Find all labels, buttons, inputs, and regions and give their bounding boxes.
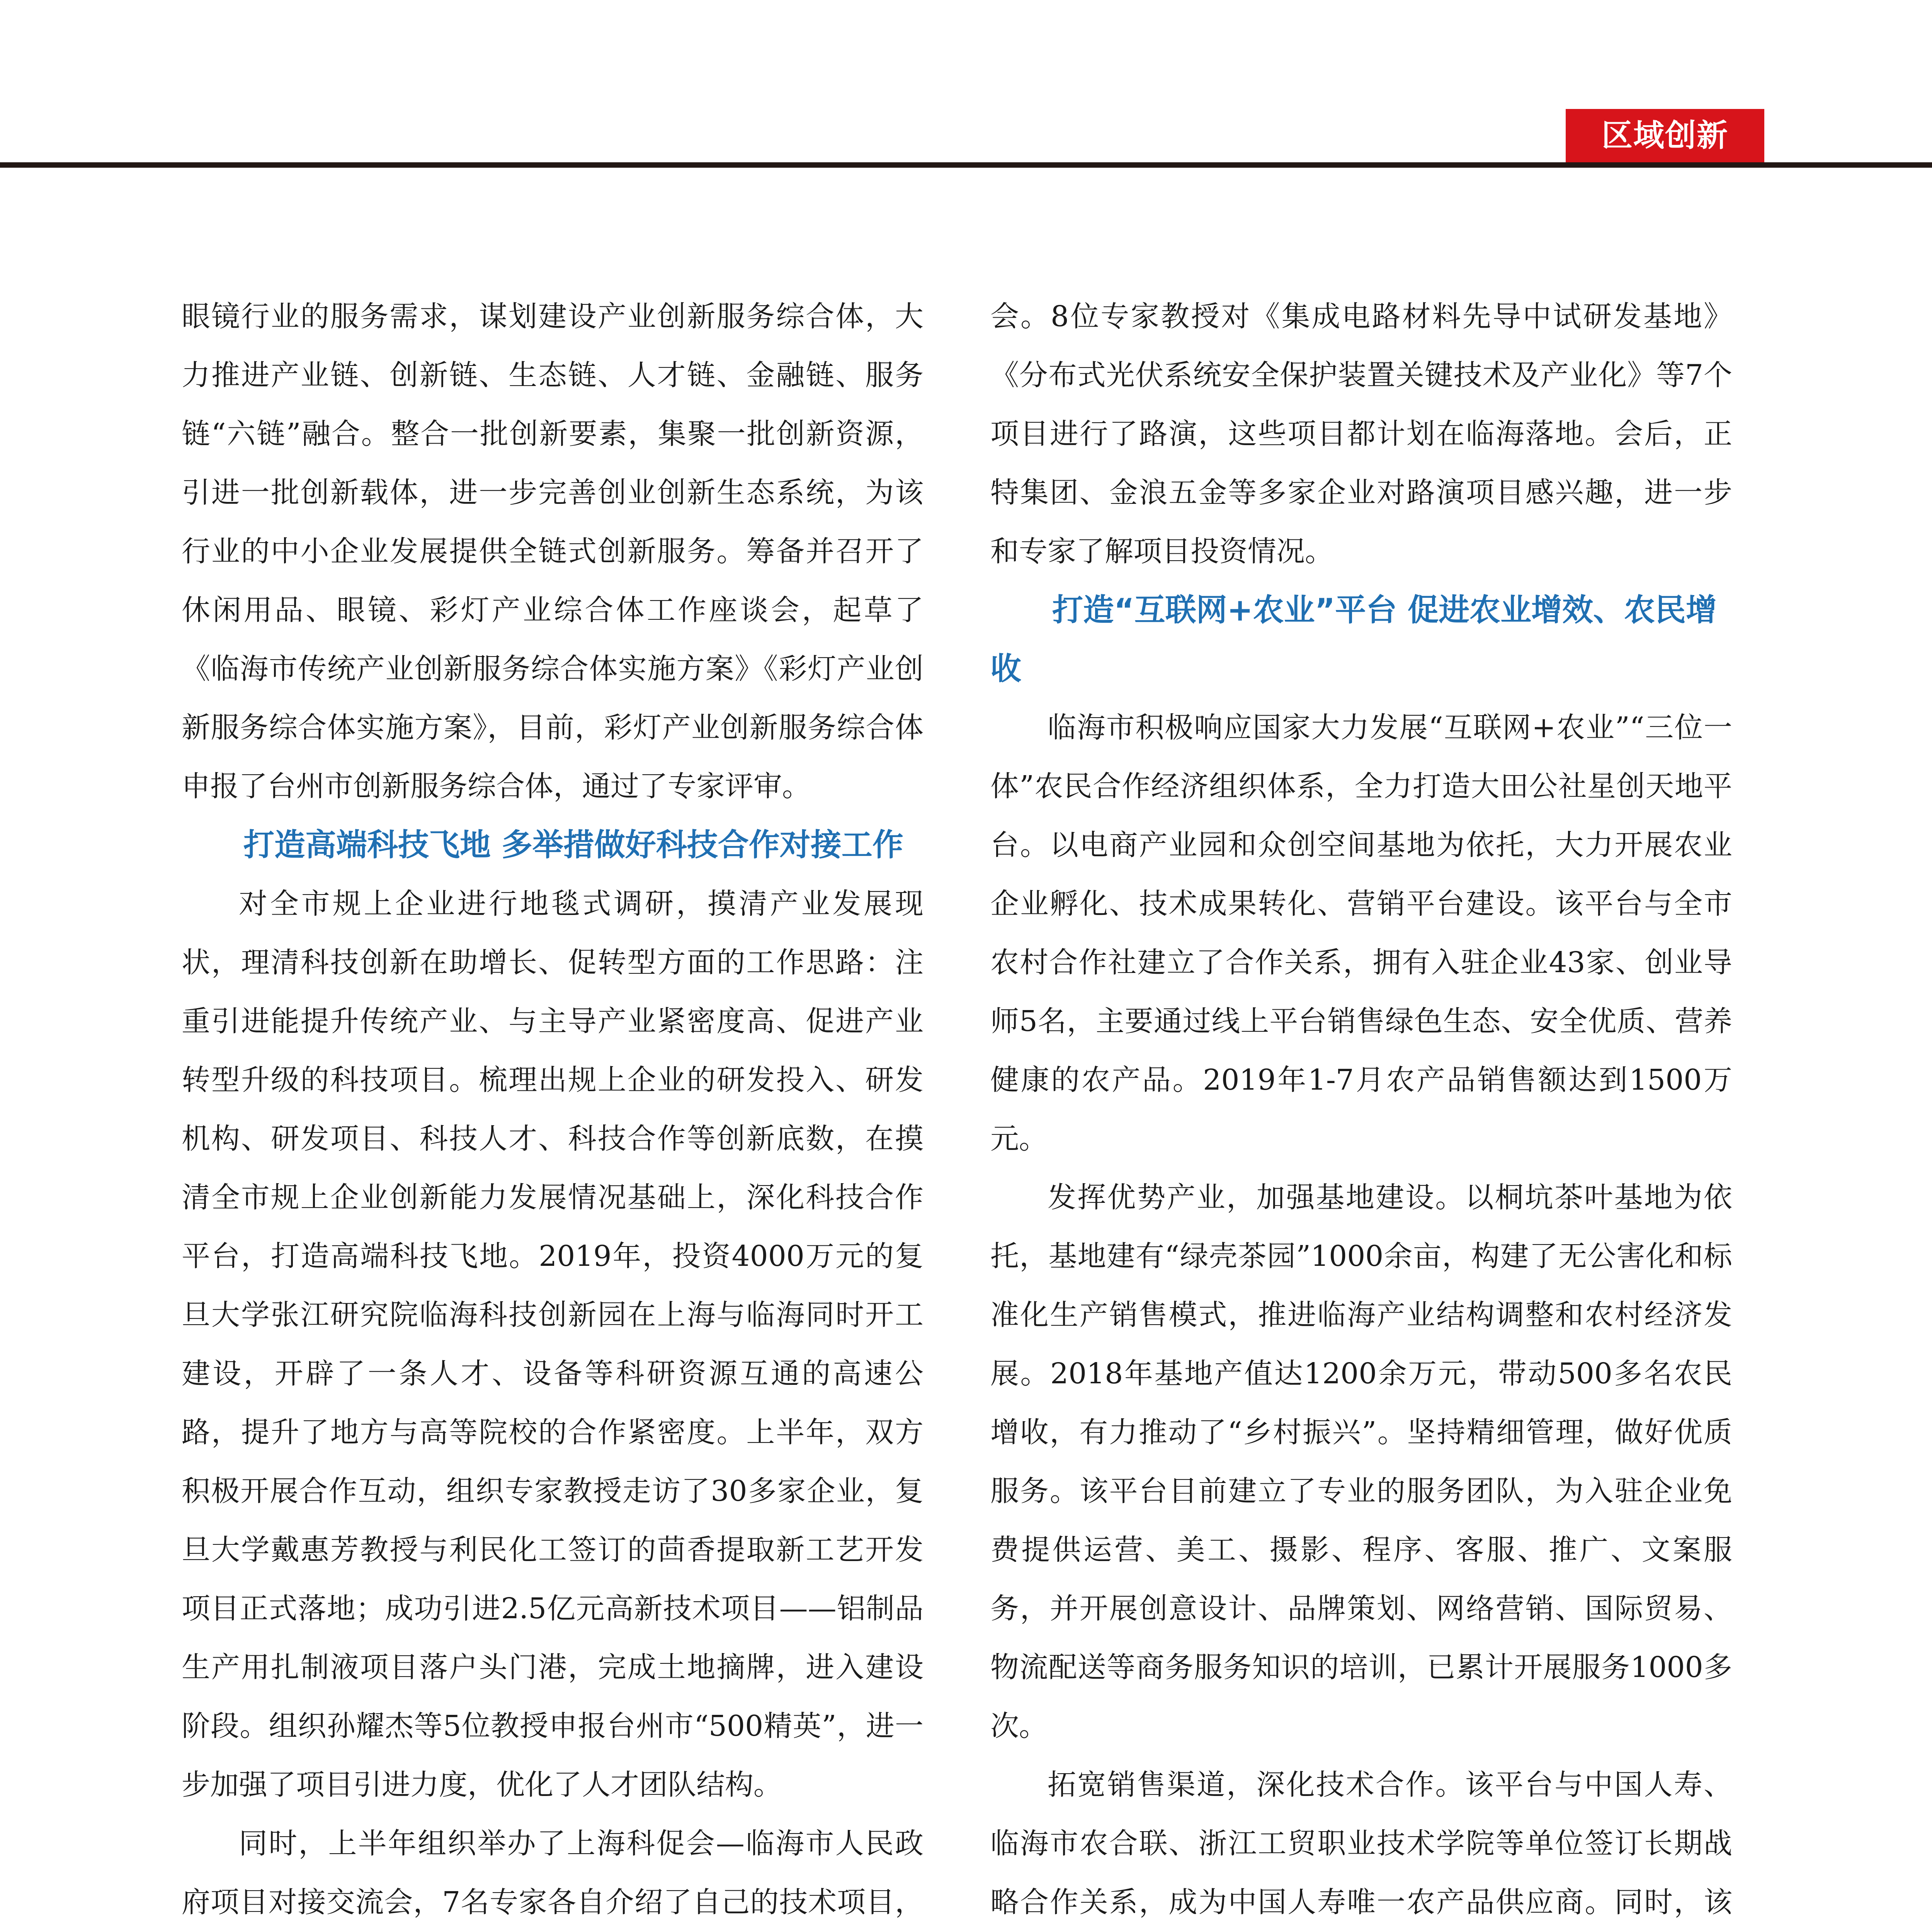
left-column <box>182 287 923 1932</box>
right-column <box>990 287 1732 1932</box>
header-rule <box>0 162 1932 168</box>
section-heading: 打造“互联网+农业”平台 促进农业增效、农民增收 <box>990 592 1717 687</box>
body-paragraph: 眼镜行业的服务需求，谋划建设产业创新服务综合体，大力推进产业链、创新链、生态链、人才链、金融链、服务链“六链”融合。整合一批创新要素，集聚一批创新资源，引进一批创新载体，进一步完善创业创新生态系统，为该行业的中小企业发展提供全链式创新服务。筹备并召开了休闲用品、眼镜、彩灯产业综合体工作座谈会，起草了《临海市传统产业创新服务综合体实施方案》《彩灯产业创新服务综合体实施方案》，目前，彩灯产业创新服务综合体申报了台州市创新服务综合体，通过了专家评审。 <box>182 300 923 803</box>
body-paragraph: 临海市积极响应国家大力发展“互联网+农业”“三位一体”农民合作经济组织体系，全力打造大田公社星创天地平台。以电商产业园和众创空间基地为依托，大力开展农业企业孵化、技术成果转化、营销平台建设。该平台与全市农村合作社建立了合作关系，拥有入驻企业43家、创业导师5名，主要通过线上平台销售绿色生态、安全优质、营养健康的农产品。2019年1-7月农产品销售额达到1500万元。 <box>990 711 1732 1155</box>
body-paragraph: 对全市规上企业进行地毯式调研，摸清产业发展现状，理清科技创新在助增长、促转型方面的工作思路：注重引进能提升传统产业、与主导产业紧密度高、促进产业转型升级的科技项目。梳理出规上企业的研发投入、研发机构、研发项目、科技人才、科技合作等创新底数，在摸清全市规上企业创新能力发展情况基础上，深化科技合作平台，打造高端科技飞地。2019年，投资4000万元的复旦大学张江研究院临海科技创新园在上海与临海同时开工建设，开辟了一条人才、设备等科研资源互通的高速公路，提升了地方与高等院校的合作紧密度。上半年，双方积极开展合作互动，组织专家教授走访了30多家企业，复旦大学戴惠芳教授与利民化工签订的茴香提取新工艺开发项目正式落地；成功引进2.5亿元高新技术项目——铝制品生产用扎制液项目落户头门港，完成土地摘牌，进入建设阶段。组织孙耀杰等5位教授申报台州市“500精英”，进一步加强了项目引进力度，优化了人才团队结构。 <box>182 887 923 1801</box>
body-paragraph: 发挥优势产业，加强基地建设。以桐坑茶叶基地为依托，基地建有“绿壳茶园”1000余亩，构建了无公害化和标准化生产销售模式，推进临海产业结构调整和农村经济发展。2018年基地产值达1200余万元，带动500多名农民增收，有力推动了“乡村振兴”。坚持精细管理，做好优质服务。该平台目前建立了专业的服务团队，为入驻企业免费提供运营、美工、摄影、程序、客服、推广、文案服务，并开展创意设计、品牌策划、网络营销、国际贸易、物流配送等商务服务知识的培训，已累计开展服务1000多次。 <box>990 1181 1732 1743</box>
section-tag: 区域创新 <box>1566 109 1764 162</box>
body-paragraph: 同时，上半年组织举办了上海科促会—临海市人民政府项目对接交流会，7名专家各自介绍了自己的技术项目， <box>182 1827 923 1919</box>
section-heading: 打造高端科技飞地 多举措做好科技合作对接工作 <box>243 827 903 863</box>
body-paragraph: 拓宽销售渠道，深化技术合作。该平台与中国人寿、临海市农合联、浙江工贸职业技术学院等单位签订长期战略合作关系，成为中国人寿唯一农产品供应商。同时，该 <box>990 1768 1732 1919</box>
body-paragraph: 会。8位专家教授对《集成电路材料先导中试研发基地》《分布式光伏系统安全保护装置关键技术及产业化》等7个项目进行了路演，这些项目都计划在临海落地。会后，正特集团、金浪五金等多家企业对路演项目感兴趣，进一步和专家了解项目投资情况。 <box>990 300 1732 568</box>
